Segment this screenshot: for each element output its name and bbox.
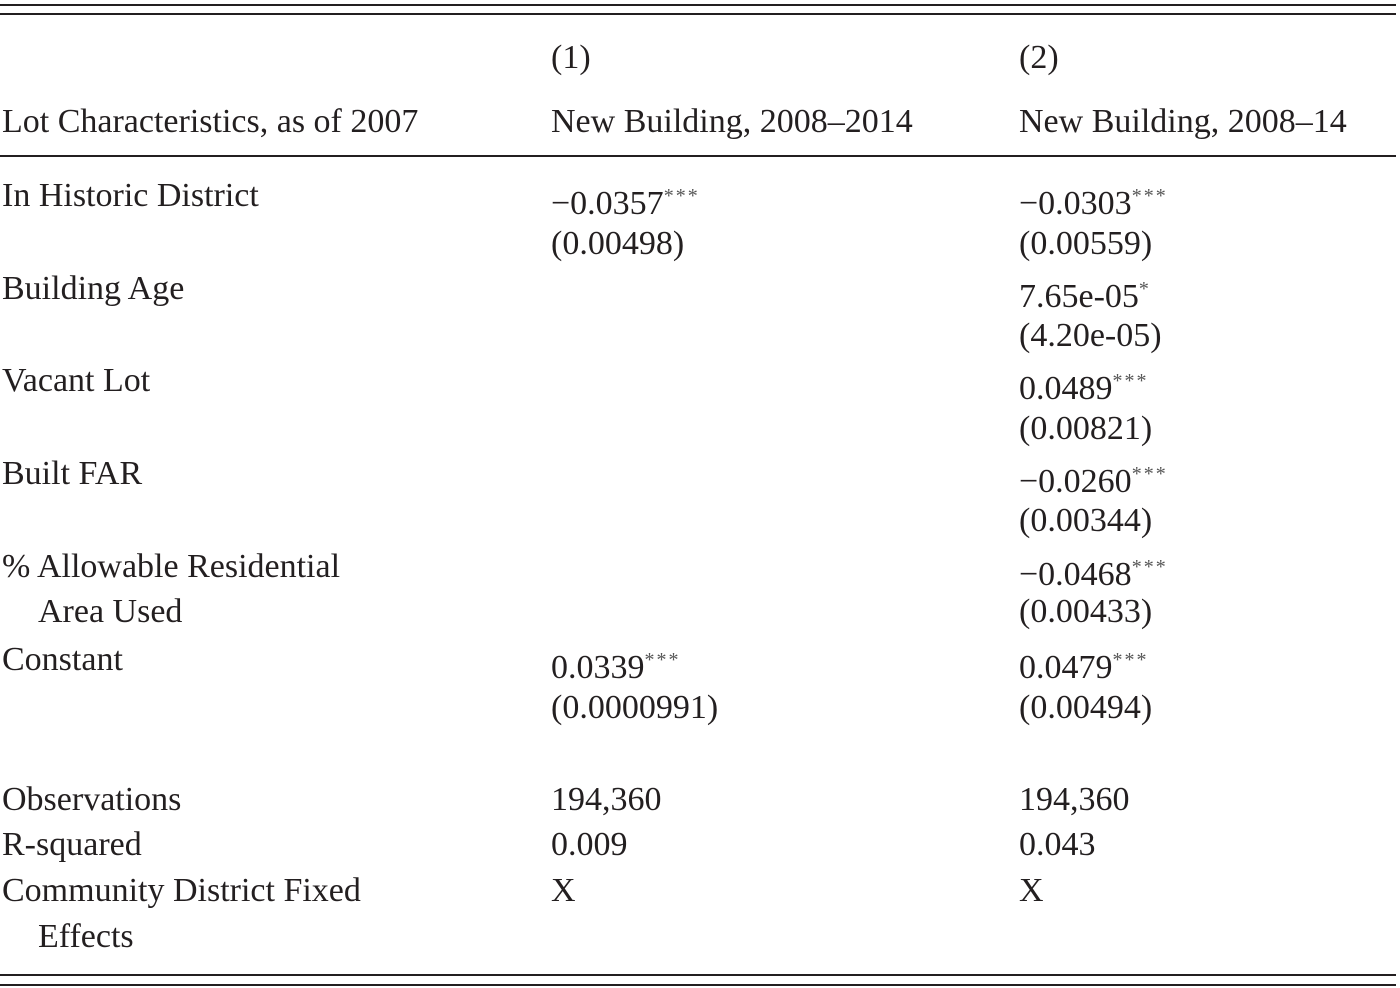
coef-cell bbox=[1019, 638, 1149, 690]
coef-cell bbox=[1019, 267, 1151, 319]
stat-label: Community District Fixed bbox=[2, 872, 361, 909]
se-cell: (0.00344) bbox=[1019, 502, 1153, 539]
row-label-continued: Area Used bbox=[38, 593, 183, 630]
coef: −0.0468 bbox=[1019, 556, 1132, 593]
row-label: Built FAR bbox=[2, 455, 143, 492]
coef-cell bbox=[551, 638, 681, 690]
se-cell: (0.00433) bbox=[1019, 593, 1153, 630]
col2-title: New Building, 2008–14 bbox=[1019, 103, 1347, 140]
coef-cell bbox=[1019, 174, 1168, 226]
stat-value: 194,360 bbox=[551, 781, 662, 818]
significance-stars: *** bbox=[663, 185, 700, 207]
significance-stars: *** bbox=[644, 649, 681, 671]
se-cell: (0.00494) bbox=[1019, 689, 1153, 726]
col1-title: New Building, 2008–2014 bbox=[551, 103, 913, 140]
row-label: Vacant Lot bbox=[2, 362, 151, 399]
significance-stars: *** bbox=[1131, 185, 1168, 207]
coef-cell bbox=[1019, 452, 1168, 504]
significance-stars: *** bbox=[1131, 463, 1168, 485]
significance-stars: *** bbox=[1112, 370, 1149, 392]
coef: 7.65e-05 bbox=[1019, 278, 1139, 315]
stat-value: 194,360 bbox=[1019, 781, 1130, 818]
significance-stars: * bbox=[1138, 278, 1151, 300]
col2-number: (2) bbox=[1019, 39, 1059, 76]
coef-cell bbox=[551, 174, 700, 226]
significance-stars: *** bbox=[1131, 556, 1168, 578]
row-label: In Historic District bbox=[2, 177, 259, 214]
stat-label: Observations bbox=[2, 781, 182, 818]
top-rule-inner bbox=[0, 13, 1396, 15]
stat-label-continued: Effects bbox=[38, 918, 134, 955]
se-cell: (0.0000991) bbox=[551, 689, 719, 726]
bottom-rule bbox=[0, 984, 1396, 986]
stat-label: R-squared bbox=[2, 826, 142, 863]
top-rule bbox=[0, 4, 1396, 6]
row-label: Building Age bbox=[2, 270, 185, 307]
coef-cell bbox=[1019, 359, 1149, 411]
coef: −0.0303 bbox=[1019, 185, 1132, 222]
bottom-rule-inner bbox=[0, 974, 1396, 976]
row-label: % Allowable Residential bbox=[2, 548, 341, 585]
row-label: Constant bbox=[2, 641, 123, 678]
stat-value: X bbox=[551, 872, 576, 909]
stat-value: 0.043 bbox=[1019, 826, 1096, 863]
se-cell: (0.00821) bbox=[1019, 410, 1153, 447]
coef: 0.0339 bbox=[551, 649, 645, 686]
coef: 0.0489 bbox=[1019, 370, 1113, 407]
col1-number: (1) bbox=[551, 39, 591, 76]
se-cell: (0.00498) bbox=[551, 225, 685, 262]
significance-stars: *** bbox=[1112, 649, 1149, 671]
stat-value: 0.009 bbox=[551, 826, 628, 863]
stat-value: X bbox=[1019, 872, 1044, 909]
row-label-header: Lot Characteristics, as of 2007 bbox=[2, 103, 419, 140]
coef: 0.0479 bbox=[1019, 649, 1113, 686]
header-rule bbox=[0, 155, 1396, 157]
coef: −0.0357 bbox=[551, 185, 664, 222]
se-cell: (0.00559) bbox=[1019, 225, 1153, 262]
coef: −0.0260 bbox=[1019, 463, 1132, 500]
se-cell: (4.20e-05) bbox=[1019, 317, 1162, 354]
